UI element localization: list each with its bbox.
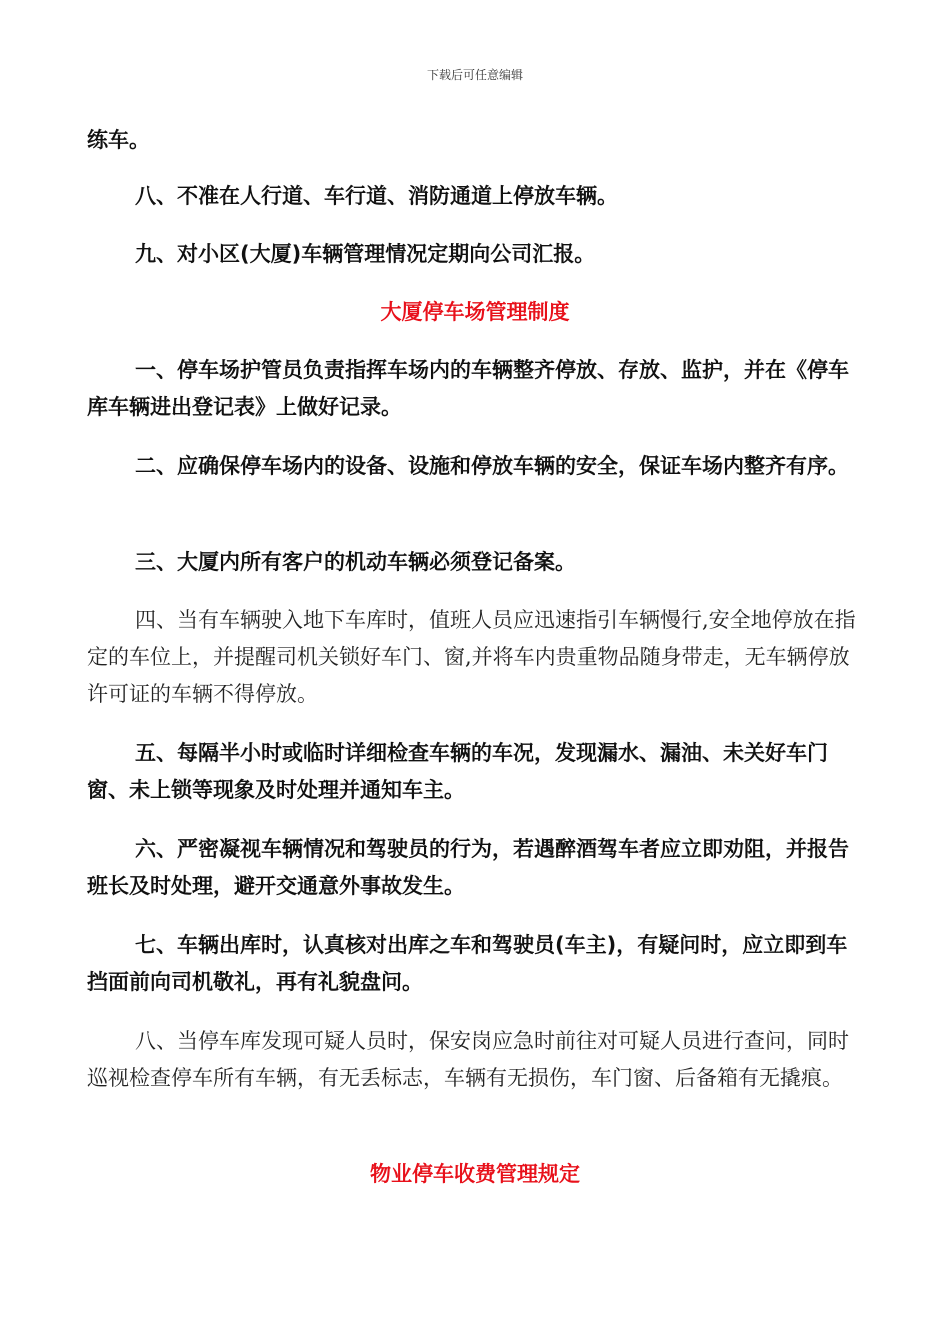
rule-item-5: 五、每隔半小时或临时详细检查车辆的车况，发现漏水、漏油、未关好车门窗、未上锁等现象及时处理并通知车主。 (87, 741, 828, 802)
paragraph-continuation: 练车。 (87, 128, 150, 152)
page-header: 下载后可任意编辑 (426, 68, 523, 82)
section-title-parking-fees: 物业停车收费管理规定 (370, 1162, 580, 1186)
rule-item-7: 七、车辆出库时，认真核对出库之车和驾驶员(车主)，有疑问时，应立即到车挡面前向司机敬礼，再有礼貌盘问。 (87, 933, 848, 994)
rule-item-2: 二、应确保停车场内的设备、设施和停放车辆的安全，保证车场内整齐有序。 (135, 454, 849, 478)
rule-item-6: 六、严密凝视车辆情况和驾驶员的行为，若遇醉酒驾车者应立即劝阻，并报告班长及时处理，避开交通意外事故发生。 (87, 837, 849, 898)
rule-item-4: 四、当有车辆驶入地下车库时，值班人员应迅速指引车辆慢行,安全地停放在指定的车位上，并提醒司机关锁好车门、窗,并将车内贵重物品随身带走，无车辆停放许可证的车辆不得停放。 (87, 608, 856, 706)
paragraph-item-8: 八、不准在人行道、车行道、消防通道上停放车辆。 (135, 184, 618, 208)
rule-item-3: 三、大厦内所有客户的机动车辆必须登记备案。 (135, 550, 576, 574)
section-title-parking-rules: 大厦停车场管理制度 (380, 300, 570, 324)
rule-item-1: 一、停车场护管员负责指挥车场内的车辆整齐停放、存放、监护，并在《停车库车辆进出登记表》上做好记录。 (87, 358, 849, 419)
rule-item-8: 八、当停车库发现可疑人员时，保安岗应急时前往对可疑人员进行查问，同时巡视检查停车所有车辆，有无丢标志，车辆有无损伤，车门窗、后备箱有无撬痕。 (87, 1029, 849, 1090)
paragraph-item-9: 九、对小区(大厦)车辆管理情况定期向公司汇报。 (135, 242, 596, 266)
